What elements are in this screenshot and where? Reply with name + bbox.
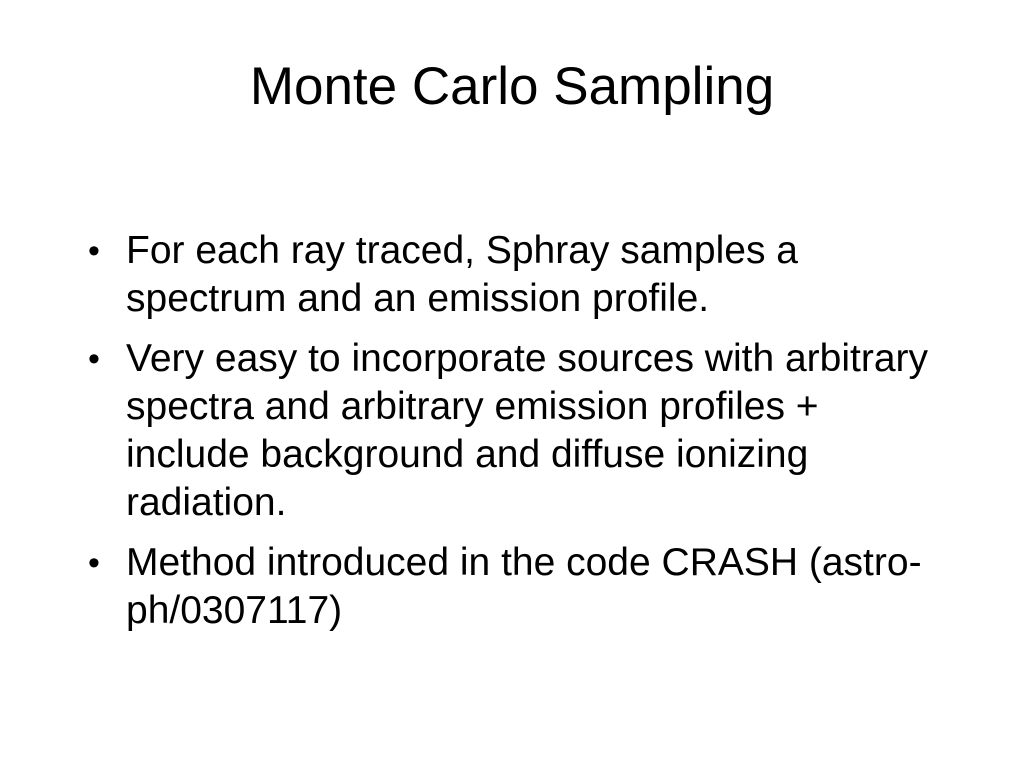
slide-title: Monte Carlo Sampling [249, 57, 775, 116]
bullet-list [88, 227, 938, 647]
bullet-text-crash-method: Method introduced in the code CRASH (astro-ph/0307117) [126, 541, 922, 632]
bullet-text-spectrum-emission: For each ray traced, Sphray samples a spectrum and an emission profile. [126, 229, 798, 320]
bullet-text-incorporate-sources: Very easy to incorporate sources with arbitrary spectra and arbitrary emission profiles + include background and diffuse ionizing radiation. [126, 337, 929, 524]
bullet-marker: • [88, 340, 100, 378]
bullet-item [88, 227, 938, 323]
bullet-marker: • [88, 232, 100, 270]
bullet-item [88, 335, 938, 527]
bullet-marker: • [88, 544, 100, 582]
bullet-item [88, 539, 938, 635]
